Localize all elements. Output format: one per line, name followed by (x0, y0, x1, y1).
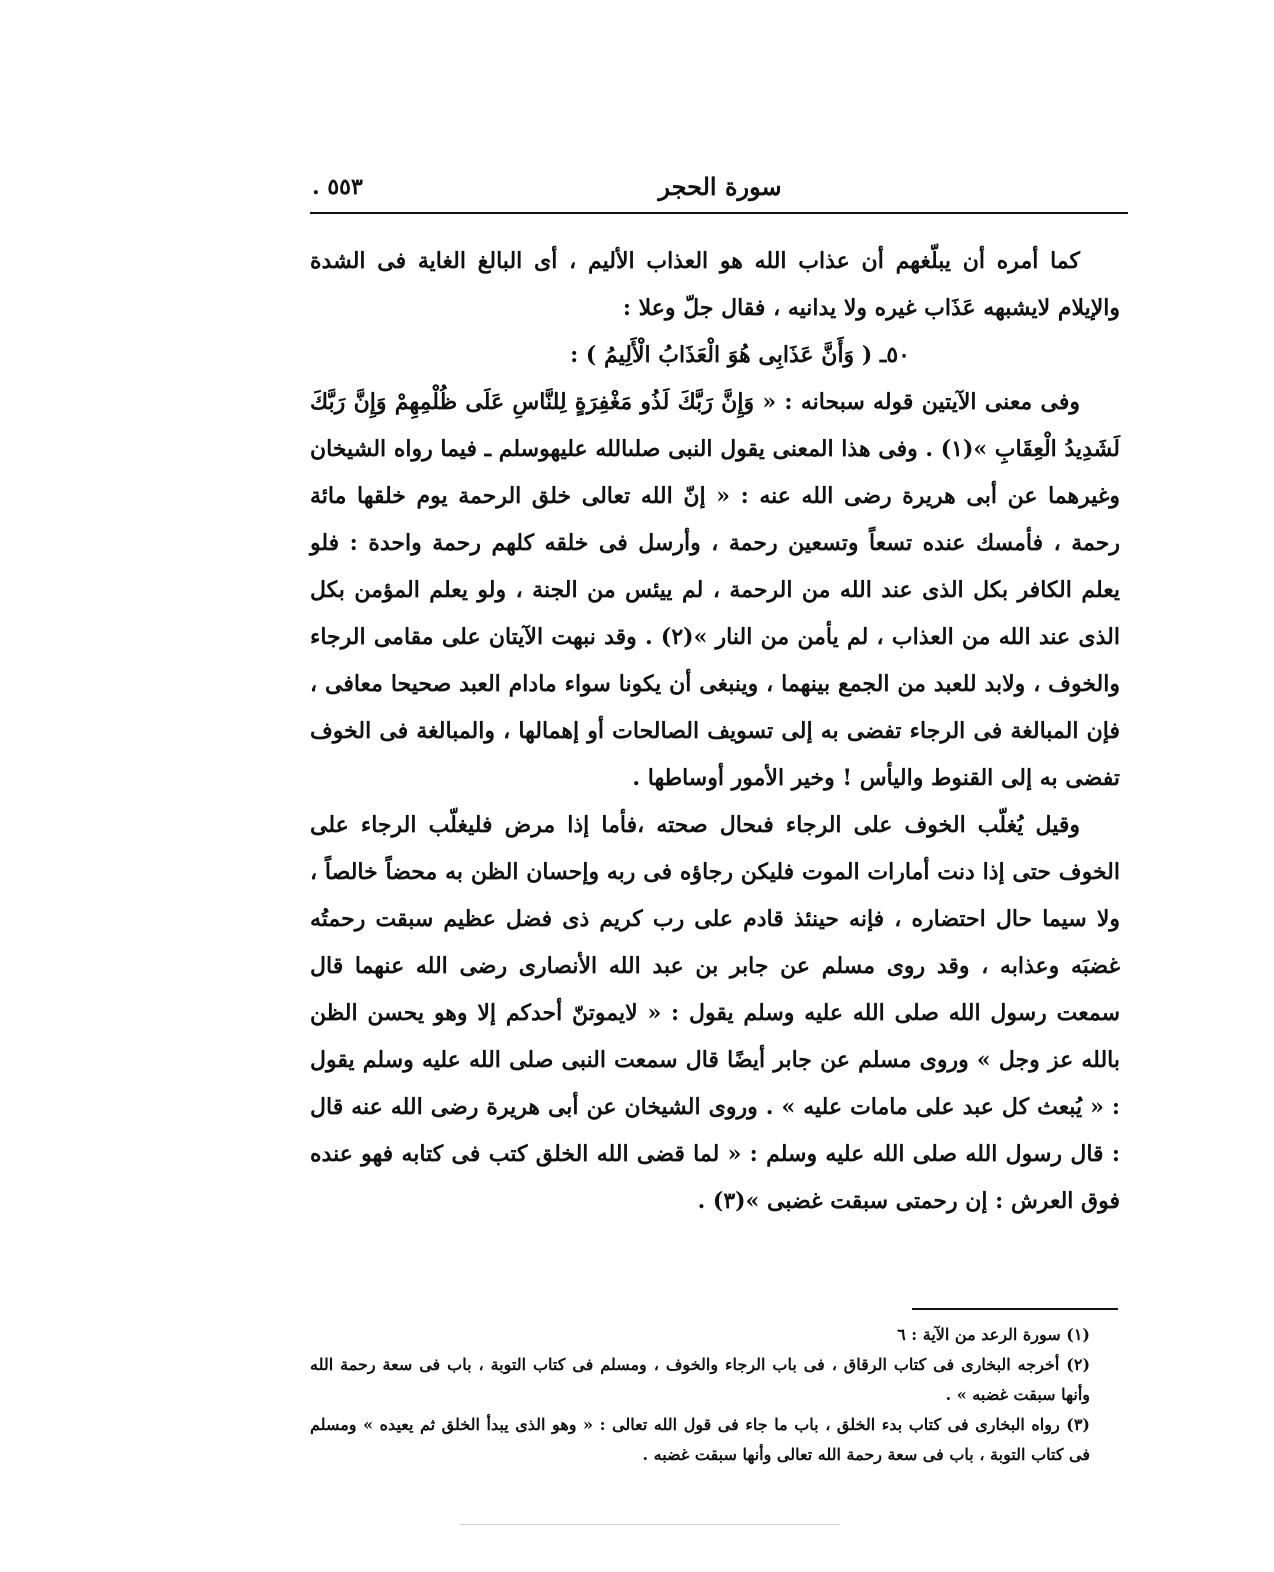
footnote-1: (١) سورة الرعد من الآية : ٦ (897, 1325, 1090, 1344)
paragraph-commentary: وفى معنى الآيتين قوله سبحانه : « وَإِنَّ رَبَّكَ لَذُو مَغْفِرَةٍ لِلنَّاسِ عَلَى ظُلْمِهِمْ وَإِنَّ رَبَّكَ لَشَدِيدُ الْعِقَابِ »(١) . وفى هذا المعنى يقول النبى صلىالله عليهوسلم ـ فيما رواه الشيخان وغيرهما عن أبى هريرة رضى الله عنه : « إنّ الله تعالى خلق الرحمة يوم خلقها مائة رحمة ، فأمسك عنده تسعاً وتسعين رحمة ، وأرسل فى خلقه كلهم رحمة واحدة : فلو يعلم الكافر بكل الذى عند الله من الرحمة ، لم ييئس من الجنة ، ولو يعلم المؤمن بكل الذى عند الله من العذاب ، لم يأمن من النار »(٢) . وقد نبهت الآيتان على مقامى الرجاء والخوف ، ولابد للعبد من الجمع بينهما ، وينبغى أن يكونا سواء مادام العبد صحيحا معافى ، فإن المبالغة فى الرجاء تفضى به إلى تسويف الصالحات أو إهمالها ، والمبالغة فى الخوف تفضى به إلى القنوط واليأس ! وخير الأمور أوساطها . (310, 389, 1121, 791)
paragraph-intro: كما أمره أن يبلّغهم أن عذاب الله هو العذاب الأليم ، أى البالغ الغاية فى الشدة والإيلام لايشبهه عَذَاب غيره ولا يدانيه ، فقال جلّ وعلا : (310, 248, 1120, 321)
footnote-2: (٢) أخرجه البخارى فى كتاب الرقاق ، فى باب الرجاء والخوف ، ومسلم فى كتاب التوبة ، باب فى سعة رحمة الله وأنها سبقت غضبه » . (310, 1355, 1091, 1404)
footnote-3: (٣) رواه البخارى فى كتاب بدء الخلق ، باب ما جاء فى قول الله تعالى : « وهو الذى يبدأ الخلق ثم يعيده » ومسلم فى كتاب التوبة ، باب فى سعة رحمة الله تعالى وأنها سبقت غضبه . (310, 1415, 1090, 1464)
main-text (310, 238, 1120, 1225)
page-number: ٥٥٣ . (312, 174, 363, 200)
scan-edge-line (460, 1524, 840, 1525)
verse-50: ٥٠ـ ( وَأَنَّ عَذَابِى هُوَ الْعَذَابُ الْأَلِيمُ ) : (570, 342, 910, 368)
footnotes (310, 1320, 1120, 1470)
running-header (312, 168, 1128, 212)
header-divider (310, 212, 1128, 214)
footnote-divider (912, 1308, 1118, 1310)
paragraph-hope-fear: وقيل يُغلّب الخوف على الرجاء فىحال صحته ،فأما إذا مرض فليغلّب الرجاء على الخوف حتى إذا دنت أمارات الموت فليكن رجاؤه فى ربه وإحسان الظن به محضاً خالصاً ، ولا سيما حال احتضاره ، فإنه حينئذ قادم على رب كريم ذى فضل عظيم سبقت رحمتُه غضبَه وعذابه ، وقد روى مسلم عن جابر بن عبد الله الأنصارى رضى الله عنهما قال سمعت رسول الله صلى الله عليه وسلم يقول : « لايموتنّ أحدكم إلا وهو يحسن الظن بالله عز وجل » وروى مسلم عن جابر أيضًا قال سمعت النبى صلى الله عليه وسلم يقول : « يُبعث كل عبد على مامات عليه » . وروى الشيخان عن أبى هريرة رضى الله عنه قال : قال رسول الله صلى الله عليه وسلم : « لما قضى الله الخلق كتب فى كتابه فهو عنده فوق العرش : إن رحمتى سبقت غضبى »(٣) . (310, 812, 1120, 1214)
surah-title: سورة الحجر (658, 172, 782, 201)
